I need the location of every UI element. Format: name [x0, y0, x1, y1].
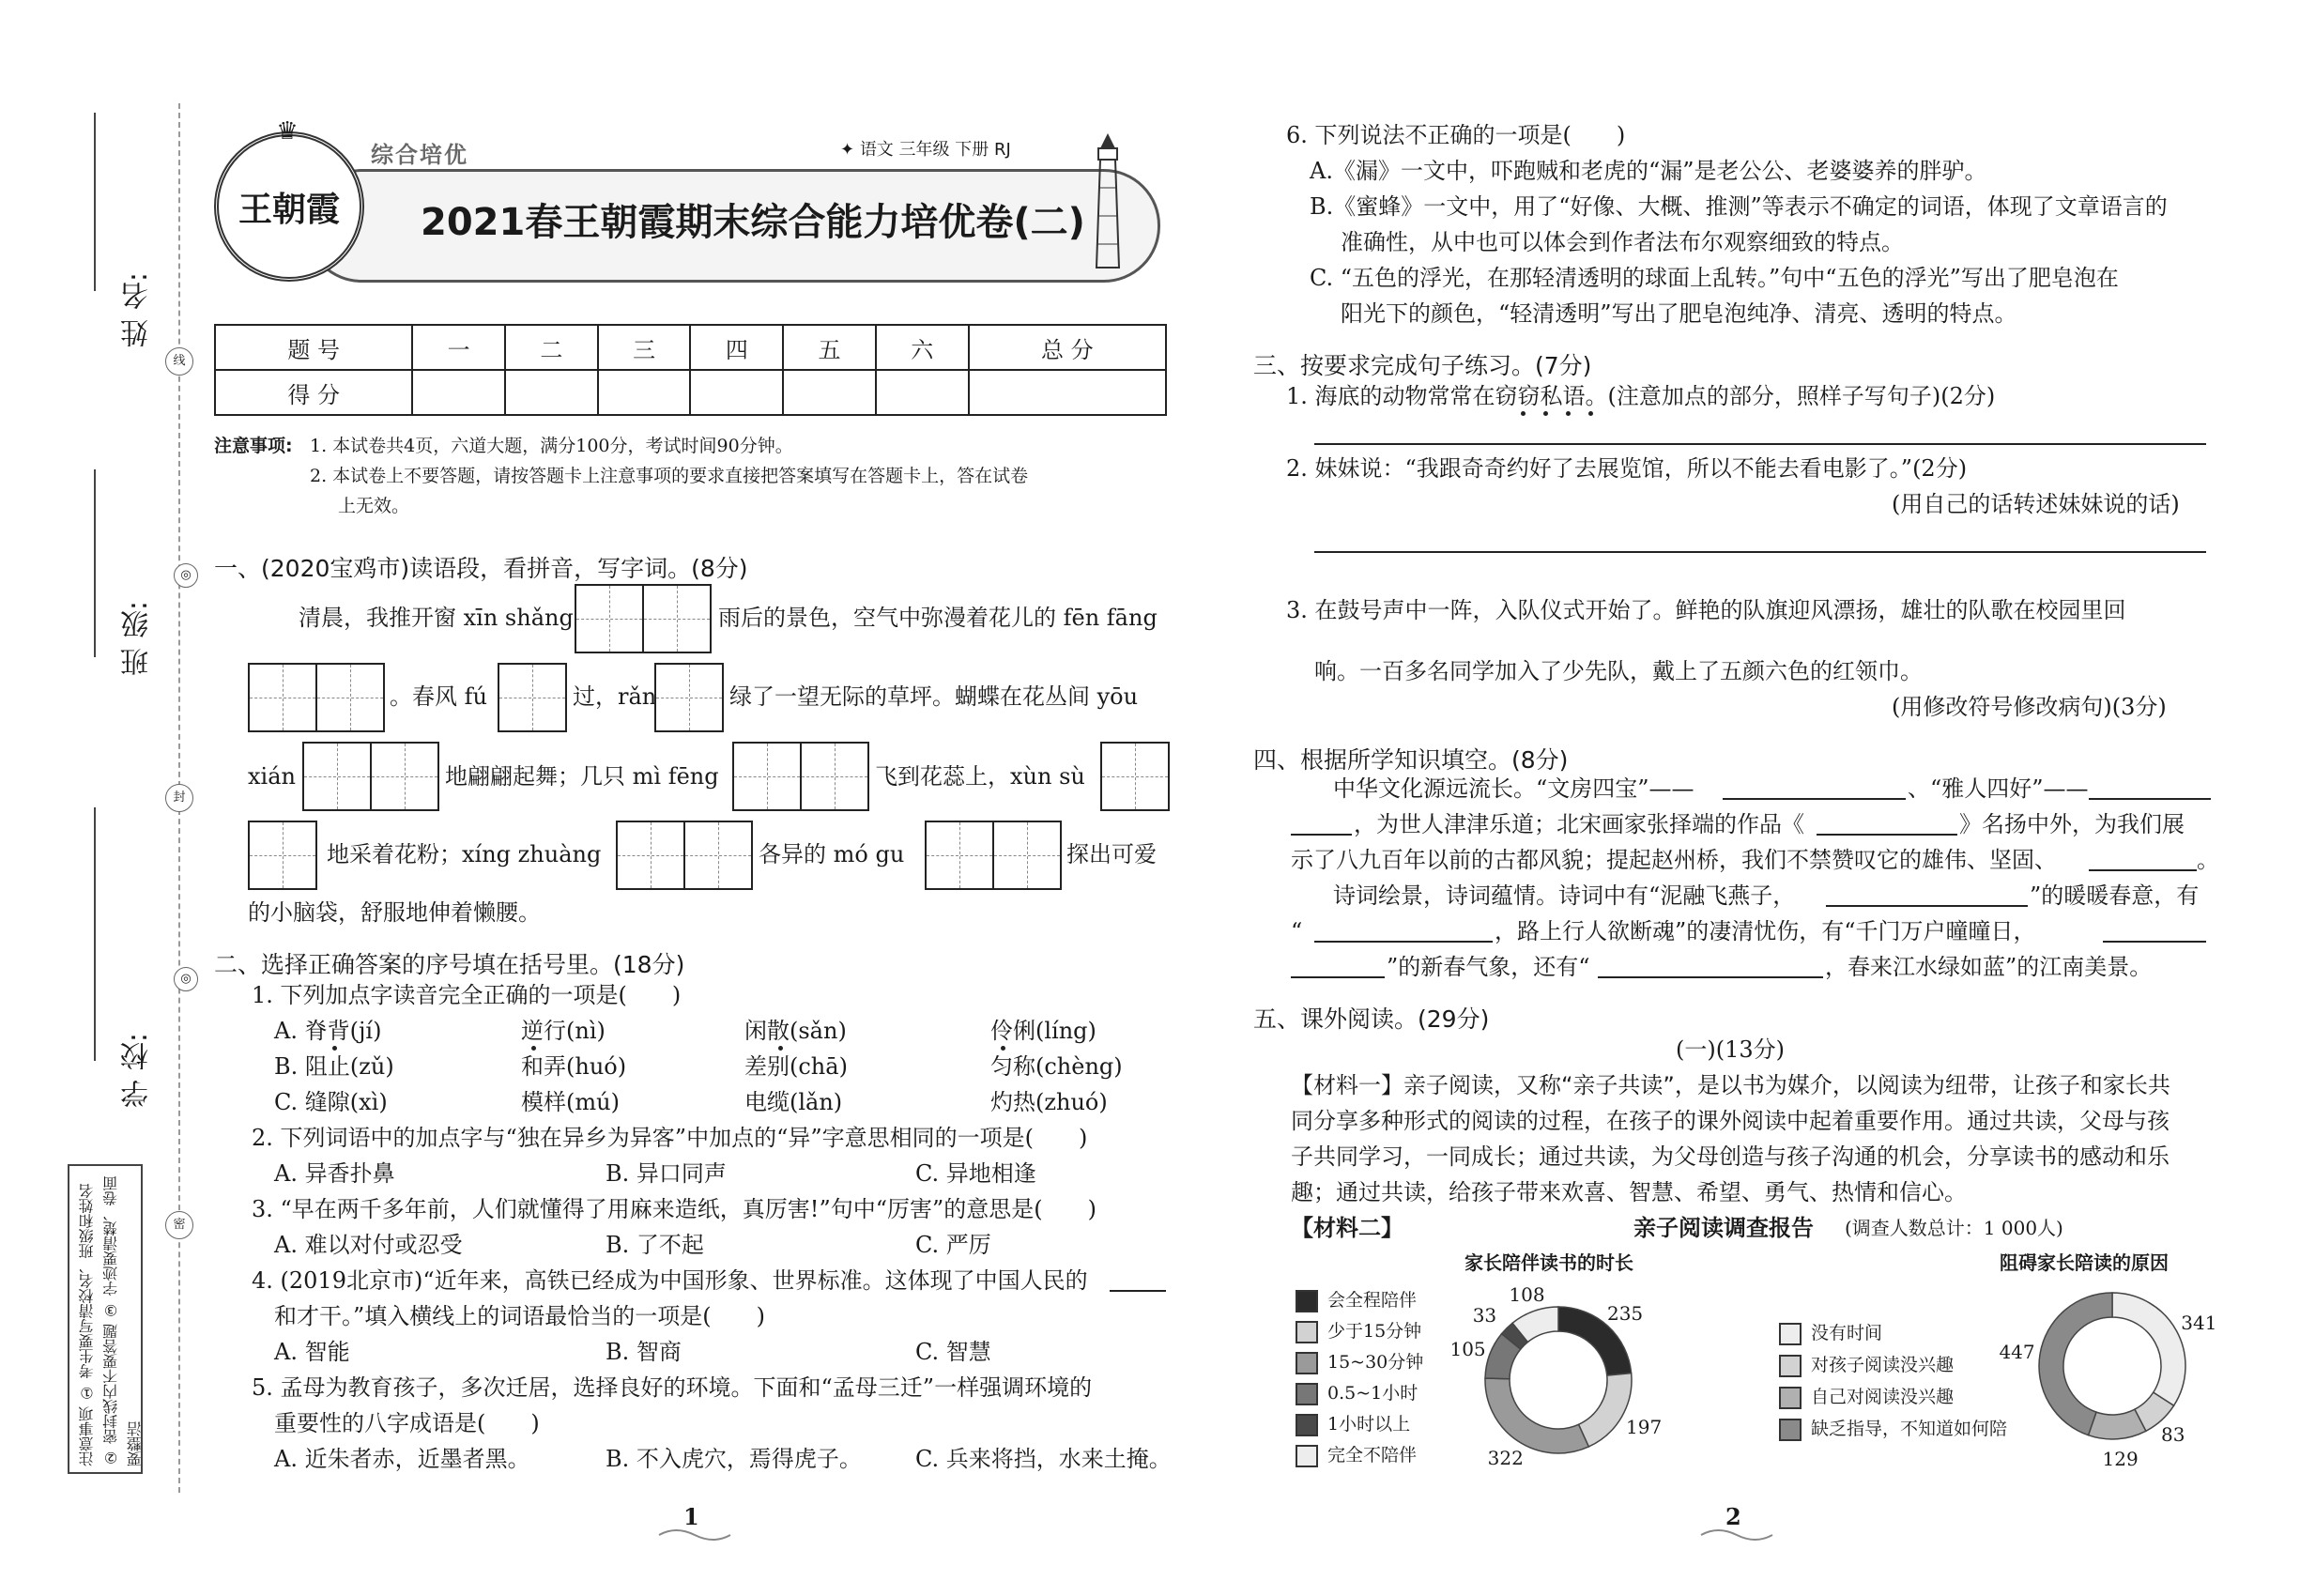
section-5-title: 五、课外阅读。(29分) [1253, 1005, 1490, 1033]
notice-line-2: 2. 本试卷上不要答题，请按答题卡上注意事项的要求直接把答案填写在答题卡上，答在试卷 [310, 466, 1029, 486]
material-1-line: 【材料一】亲子阅读，又称“亲子共读”，是以书为媒介，以阅读为纽带，让孩子和家长共 [1291, 1072, 2170, 1098]
q1-option: C. 缝隙(xì) [274, 1089, 388, 1115]
answer-grid[interactable] [248, 821, 317, 890]
donut-slice [2089, 1409, 2146, 1439]
donut-value-label: 197 [1626, 1416, 1663, 1439]
score-cell[interactable] [690, 370, 783, 415]
notice-label: 注意事项: [214, 436, 293, 456]
q1-option: 匀称(chèng) [990, 1053, 1123, 1080]
section-1-title: 一、(2020宝鸡市)读语段，看拼音，写字词。(8分) [214, 555, 748, 582]
name-line [94, 113, 96, 291]
score-cell[interactable] [876, 370, 969, 415]
seal-mark-line: 线 [165, 347, 193, 376]
material-1-line: 同分享多种形式的阅读的过程，在孩子的课外阅读中起着重要作用。通过共读，父母与孩 [1291, 1108, 2170, 1134]
answer-grid[interactable] [575, 584, 712, 653]
fill-blank[interactable] [1598, 974, 1823, 978]
legend-item [1296, 1286, 1464, 1317]
s3-q3: 3. 在鼓号声中一阵，入队仪式开始了。鲜艳的队旗迎风漂扬，雄壮的队歌在校园里回 [1286, 597, 2126, 623]
notice-box: 注意事项 ① 考生要写清校名、班级和姓名 ② 密封线内不要答题 ③ 字迹要清楚、卷面要整洁 [68, 1164, 143, 1474]
donut-slice [1485, 1378, 1588, 1453]
table-row [215, 325, 1166, 370]
q1-option: 和弄(huó) [521, 1053, 627, 1080]
legend-swatch [1779, 1387, 1802, 1409]
q1-option: 闲散(sǎn) [744, 1018, 847, 1044]
legend-swatch [1296, 1414, 1318, 1436]
legend-label: 0.5~1小时 [1327, 1383, 1418, 1404]
legend-item [1296, 1441, 1464, 1472]
q1-option: 灼热(zhuó) [990, 1089, 1108, 1115]
legend-swatch [1779, 1419, 1802, 1441]
class-label: 班 级: [121, 601, 154, 676]
s1-text: 地采着花粉；xíng zhuàng [327, 841, 602, 867]
s1-text: 绿了一望无际的草坪。蝴蝶在花丛间 yōu [729, 683, 1139, 710]
s4-text: ”的新春气象，还有“ [1387, 954, 1590, 980]
s1-text: 的小脑袋，舒服地伸着懒腰。 [248, 899, 541, 926]
q1-option: 伶俐(líng) [990, 1018, 1096, 1044]
chart-2-legend [1779, 1319, 2051, 1447]
s3-q1: 1. 海底的动物常常在窃窃私语。(注意加点的部分，照样子写句子)(2分) [1286, 383, 1996, 409]
s1-text: 过，rǎn [573, 683, 657, 710]
donut-value-label: 108 [1509, 1282, 1545, 1306]
legend-item [1296, 1317, 1464, 1348]
section-4-title: 四、根据所学知识填空。(8分) [1253, 746, 1569, 774]
q6-option-b: B.《蜜蜂》一文中，用了“好像、大概、推测”等表示不确定的词语，体现了文章语言的 [1310, 193, 2168, 220]
q4-option: A. 智能 [274, 1339, 350, 1365]
q2-option: B. 异口同声 [606, 1160, 727, 1187]
s3-q3-2: 响。一百多名同学加入了少先队，戴上了五颜六色的红领巾。 [1314, 658, 1923, 684]
fill-blank[interactable] [2089, 867, 2197, 871]
donut-slice [1579, 1373, 1632, 1447]
q6-option-c: C. “五色的浮光，在那轻清透明的球面上乱转。”句中“五色的浮光”写出了肥皂泡在 [1310, 265, 2119, 291]
legend-swatch [1779, 1323, 1802, 1345]
school-line [94, 807, 96, 1061]
emphasis-dot [1566, 411, 1571, 416]
q4-blank[interactable] [1110, 1288, 1166, 1292]
legend-item [1779, 1415, 2051, 1447]
material-1-line: 趣；通过共读，给孩子带来欢喜、智慧、希望、勇气、热情和信心。 [1291, 1179, 1967, 1205]
legend-label: 完全不陪伴 [1327, 1445, 1418, 1466]
score-cell[interactable] [412, 370, 505, 415]
legend-label: 少于15分钟 [1327, 1321, 1422, 1342]
fill-blank[interactable] [1291, 832, 1352, 836]
score-cell[interactable] [505, 370, 598, 415]
table-header: 三 [598, 325, 691, 370]
answer-grid[interactable] [616, 821, 753, 890]
legend-item [1296, 1348, 1464, 1379]
legend-label: 自己对阅读没兴趣 [1811, 1387, 1955, 1407]
donut-value-label: 83 [2160, 1423, 2185, 1447]
q6-option-b-2: 准确性，从中也可以体会到作者法布尔观察细致的特点。 [1341, 229, 1904, 255]
report-title: 亲子阅读调查报告 [1633, 1215, 1814, 1241]
legend-swatch [1296, 1383, 1318, 1405]
section-2-title: 二、选择正确答案的序号填在括号里。(18分) [214, 951, 685, 978]
donut-value-label: 129 [2102, 1447, 2139, 1470]
s4-text: “ [1291, 918, 1303, 944]
legend-label: 缺乏指导，不知道如何陪 [1811, 1419, 2008, 1439]
material-1-line: 子共同学习，一同成长；通过共读，为父母创造与孩子沟通的机会，分享读书的感动和乐 [1291, 1143, 2170, 1170]
name-label: 姓 名: [121, 272, 154, 347]
page-title: 2021春王朝霞期末综合能力培优卷(二) [421, 201, 1085, 244]
table-header: 二 [505, 325, 598, 370]
legend-item [1296, 1379, 1464, 1410]
q2-option: A. 异香扑鼻 [274, 1160, 395, 1187]
notice-line-3: 上无效。 [338, 496, 410, 516]
page-number-left: 1 [683, 1503, 699, 1530]
q4-stem-2: 和才干。”填入横线上的词语最恰当的一项是( ) [274, 1303, 765, 1329]
s1-text: 雨后的景色，空气中弥漫着花儿的 fēn fāng [718, 605, 1158, 631]
notice-line-1: 1. 本试卷共4页，六道大题，满分100分，考试时间90分钟。 [310, 436, 793, 456]
q6-option-c-2: 阳光下的颜色，“轻清透明”写出了肥皂泡纯净、清亮、透明的特点。 [1341, 300, 2017, 327]
q1-option: 差别(chā) [744, 1053, 848, 1080]
q6-option-a: A.《漏》一文中，吓跑贼和老虎的“漏”是老公公、老婆婆养的胖驴。 [1310, 158, 1987, 184]
page-ornament [657, 1526, 732, 1544]
s4-text: ，为世人津津乐道；北宋画家张择端的作品《 [1354, 811, 1804, 837]
table-header: 五 [783, 325, 876, 370]
seal-mark-secret: 密 [165, 1211, 193, 1239]
s4-text: ，路上行人欲断魂”的凄清忧伤，有“千门万户曈曈日， [1495, 918, 2036, 944]
emphasis-dot [778, 1046, 783, 1051]
s1-text: xián [248, 763, 296, 790]
answer-grid[interactable] [732, 742, 869, 811]
donut-value-label: 322 [1487, 1446, 1524, 1469]
fill-blank[interactable] [2089, 796, 2211, 800]
q5-option: C. 兵来将挡，水来土掩。 [915, 1446, 1172, 1472]
q1-option: 逆行(nì) [521, 1018, 606, 1044]
answer-grid[interactable] [654, 663, 724, 732]
binding-hole-2: ◎ [174, 967, 198, 991]
q5-option: B. 不入虎穴，焉得虎子。 [606, 1446, 862, 1472]
donut-value-label: 341 [2181, 1312, 2217, 1335]
q2-option: C. 异地相逢 [915, 1160, 1036, 1187]
s1-text: 各异的 mó gu [759, 841, 905, 867]
material-2-label: 【材料二】 [1291, 1215, 1403, 1241]
table-row [215, 370, 1166, 415]
q1-option: 电缆(lǎn) [744, 1089, 843, 1115]
fill-blank[interactable] [1817, 832, 1957, 836]
logo-text: 王朝霞 [238, 190, 340, 229]
q1-option: 模样(mú) [521, 1089, 620, 1115]
legend-label: 对孩子阅读没兴趣 [1811, 1355, 1955, 1375]
emphasis-dot [1521, 411, 1526, 416]
emphasis-dot [1001, 1046, 1005, 1051]
fill-blank[interactable] [1291, 974, 1385, 978]
donut-value-label: 235 [1606, 1301, 1644, 1325]
s3-q3-req: (用修改符号修改病句)(3分) [1892, 694, 2167, 720]
legend-swatch [1779, 1355, 1802, 1377]
s3-q2-req: (用自己的话转述妹妹说的话) [1892, 491, 2180, 517]
donut-value-label: 105 [1449, 1337, 1486, 1360]
legend-label: 会全程陪伴 [1327, 1290, 1418, 1311]
s4-text: 中华文化源远流长。“文房四宝”—— [1333, 775, 1694, 802]
legend-item [1779, 1383, 2051, 1415]
answer-line[interactable] [1314, 549, 2206, 553]
s3-q2: 2. 妹妹说：“我跟奇奇约好了去展览馆，所以不能去看电影了。”(2分) [1286, 455, 1968, 482]
page-ornament [1699, 1526, 1774, 1544]
q5-stem: 5. 孟母为教育孩子，多次迁居，选择良好的环境。下面和“孟母三迁”一样强调环境的 [252, 1374, 1093, 1401]
s4-text: 、“雅人四好”—— [1908, 775, 2089, 802]
q5-option: A. 近朱者赤，近墨者黑。 [274, 1446, 530, 1472]
answer-grid[interactable] [302, 742, 439, 811]
class-line [94, 469, 96, 657]
donut-value-label: 447 [1999, 1340, 2035, 1363]
q1-option: B. 阻止(zǔ) [274, 1053, 394, 1080]
brand-tag: 综合培优 [371, 142, 468, 168]
legend-swatch [1296, 1321, 1318, 1343]
table-header: 总 分 [969, 325, 1166, 370]
q3-option: C. 严厉 [915, 1232, 991, 1258]
s4-text: 诗词绘景，诗词蕴情。诗词中有“泥融飞燕子， [1333, 882, 1796, 909]
answer-grid[interactable] [248, 663, 385, 732]
answer-line[interactable] [1314, 441, 2206, 445]
score-row-label: 得 分 [215, 370, 412, 415]
score-table [214, 324, 1167, 416]
emphasis-dot [531, 1046, 536, 1051]
chart-1-title: 家长陪伴读书的时长 [1464, 1251, 1633, 1274]
emphasis-dot [1588, 411, 1593, 416]
logo-badge [214, 117, 364, 282]
legend-swatch [1296, 1352, 1318, 1374]
answer-grid[interactable] [925, 821, 1062, 890]
reading-part-title: (一)(13分) [1676, 1036, 1785, 1063]
donut-slice [2112, 1293, 2185, 1405]
score-cell[interactable] [598, 370, 691, 415]
lighthouse-icon [1089, 131, 1127, 272]
table-header: 六 [876, 325, 969, 370]
emphasis-dot [1543, 411, 1548, 416]
legend-label: 15~30分钟 [1327, 1352, 1424, 1373]
s4-text: 》名扬中外，为我们展 [1959, 811, 2185, 837]
q2-stem: 2. 下列词语中的加点字与“独在异乡为异客”中加点的“异”字意思相同的一项是( ) [252, 1125, 1088, 1151]
s1-text: 清晨，我推开窗 xīn shǎng [299, 605, 574, 631]
donut-value-label: 33 [1472, 1304, 1497, 1327]
q3-option: A. 难以对付或忍受 [274, 1232, 463, 1258]
fill-blank[interactable] [1314, 939, 1493, 943]
q1-stem: 1. 下列加点字读音完全正确的一项是( ) [252, 982, 682, 1008]
q5-stem-2: 重要性的八字成语是( ) [274, 1410, 540, 1436]
q3-option: B. 了不起 [606, 1232, 704, 1258]
crown-icon: ♛ [276, 117, 299, 146]
q4-option: B. 智商 [606, 1339, 682, 1365]
emphasis-dot [332, 1046, 337, 1051]
s4-text: 示了八九百年以前的古都风貌；提起赵州桥，我们不禁赞叹它的雄伟、坚固、 [1291, 847, 2057, 873]
score-cell[interactable] [969, 370, 1166, 415]
score-cell[interactable] [783, 370, 876, 415]
s4-text: ，春来江水绿如蓝”的江南美景。 [1825, 954, 2153, 980]
chart-2-title: 阻碍家长陪读的原因 [2000, 1251, 2169, 1274]
q1-option: A. 脊背(jí) [274, 1018, 382, 1044]
report-note: (调查人数总计：1 000人) [1845, 1217, 2063, 1239]
q6-stem: 6. 下列说法不正确的一项是( ) [1286, 122, 1626, 148]
page-number-right: 2 [1725, 1503, 1741, 1530]
legend-swatch [1296, 1445, 1318, 1467]
table-header: 四 [690, 325, 783, 370]
fill-blank[interactable] [1826, 903, 2028, 907]
s4-text: ”的暖暖春意，有 [2030, 882, 2200, 909]
s4-text: 。 [2197, 847, 2219, 873]
s1-text: 探出可爱 [1066, 841, 1157, 867]
table-header: 题 号 [215, 325, 412, 370]
legend-swatch [1296, 1290, 1318, 1312]
school-label: 学 校: [121, 1033, 154, 1108]
s1-text: 飞到花蕊上，xùn sù [875, 763, 1085, 790]
legend-label: 没有时间 [1811, 1323, 1883, 1343]
table-header: 一 [412, 325, 505, 370]
legend-label: 1小时以上 [1327, 1414, 1411, 1435]
section-3-title: 三、按要求完成句子练习。(7分) [1253, 352, 1592, 379]
chart-1-legend [1296, 1286, 1464, 1472]
q4-option: C. 智慧 [915, 1339, 991, 1365]
seal-mark-seal: 封 [165, 784, 193, 812]
s1-text: 地翩翩起舞；几只 mì fēng [445, 763, 719, 790]
subject-line: ✦ 语文 三年级 下册 RJ [840, 140, 1011, 160]
answer-grid[interactable] [1100, 742, 1170, 811]
fill-blank[interactable] [2103, 939, 2206, 943]
binding-hole-1: ◎ [174, 563, 198, 588]
q3-stem: 3. “早在两千多年前，人们就懂得了用麻来造纸，真厉害!”句中“厉害”的意思是( ) [252, 1196, 1096, 1222]
fill-blank[interactable] [1723, 796, 1906, 800]
q4-stem: 4. (2019北京市)“近年来，高铁已经成为中国形象、世界标准。这体现了中国人民的 [252, 1267, 1088, 1294]
answer-grid[interactable] [498, 663, 567, 732]
s1-text: 。春风 fú [390, 683, 487, 710]
legend-item [1296, 1410, 1464, 1441]
